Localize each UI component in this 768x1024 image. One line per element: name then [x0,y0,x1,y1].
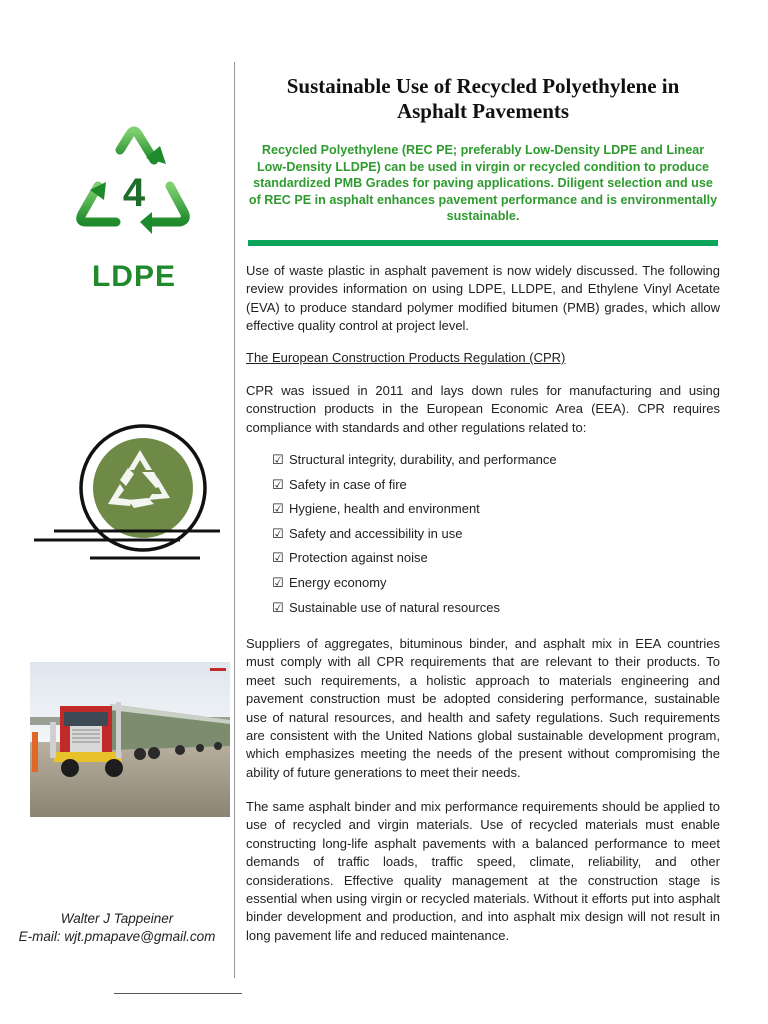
requirement-text: Structural integrity, durability, and performance [289,452,557,467]
checkbox-icon: ☑ [272,600,284,616]
requirement-text: Sustainable use of natural resources [289,599,501,615]
list-item [272,525,557,550]
truck-photo [30,662,230,817]
recycle-emblem [30,418,230,568]
requirement-text: Energy economy [289,574,387,590]
checkbox-icon: ☑ [272,453,284,468]
recycle-icon [30,418,230,568]
list-item [272,599,557,624]
list-item [272,574,557,599]
paragraph-suppliers: Suppliers of aggregates, bituminous binder, and asphalt mix in EEA countries must comply with all CPR requirements that are relevant to their products. To meet such requirements, a holistic approach to materials engineering and pavement construction must be adopted considering performance, sustainable use of natural resources, and health and safety regulations. Such requirements are consistent with the United Nations global sustainable development program, which emphasizes meeting the needs of the present without compromising the ability of future generations to meet their needs. [246,636,720,780]
list-item [272,549,557,574]
title-line-1: Sustainable Use of Recycled Polyethylene in [286,74,680,98]
list-item [272,451,557,476]
column-divider [234,62,235,978]
footnote-rule [114,993,242,994]
article-title [246,74,720,124]
paragraph-intro: Use of waste plastic in asphalt pavement is now widely discussed. The following review provides information on using LDPE, LLDPE, and Ethylene Vinyl Acetate (EVA) to produce standard polymer modified bitumen (PMB) grades, which allow effective quality control at project level. [246,263,720,334]
requirement-text: Hygiene, health and environment [289,501,480,517]
author-email: E-mail: wjt.pmapave@gmail.com [18,929,216,944]
checkbox-icon: ☑ [272,575,284,591]
list-item [272,500,557,525]
checkbox-icon: ☑ [272,551,284,567]
author-block [0,910,234,946]
requirements-list [272,451,557,623]
resin-code-number: 4 [122,171,146,215]
list-item [272,476,557,501]
checkbox-icon: ☑ [272,477,284,493]
article-lede: Recycled Polyethylene (REC PE; preferably Low-Density LDPE and Linear Low-Density LLDPE) can be used in virgin or recycled condition to produce standardized PMB Grades for paving applications. Diligent selection and use of REC PE in asphalt enhances pavement performance and is environmentally sustainable. [248,143,718,224]
sidebar [0,0,234,1024]
requirement-text: Protection against noise [289,550,428,566]
ldpe-recycling-logo [70,124,198,310]
recycle-triangle-icon [70,124,198,254]
requirement-text: Safety and accessibility in use [289,525,463,541]
requirement-text: Safety in case of fire [289,476,407,492]
paragraph-cpr: CPR was issued in 2011 and lays down rules for manufacturing and using construction products in the European Economic Area (EEA). CPR requires compliance with standards and other regulations related to: [246,383,720,435]
checkbox-icon: ☑ [272,502,284,518]
green-divider [248,240,718,246]
paragraph-performance: The same asphalt binder and mix performance requirements should be applied to use of recycled and virgin materials. Use of recycled materials must enable constructing long-life asphalt pavements with a balanced performance to meet demands of traffic loads, traffic speed, climate, reliability, and other considerations. Effective quality management at the construction stage is essential when using virgin or recycled materials. Without it efforts put into asphalt binder development and production, and into asphalt mix design will not result in long pavement life and reduced maintenance. [246,799,720,943]
ldpe-label: LDPE [91,260,176,293]
section-heading-cpr: The European Construction Products Regulation (CPR) [246,350,566,365]
author-name: Walter J Tappeiner [60,911,174,926]
checkbox-icon: ☑ [272,526,284,542]
title-line-2: Asphalt Pavements [396,99,570,123]
